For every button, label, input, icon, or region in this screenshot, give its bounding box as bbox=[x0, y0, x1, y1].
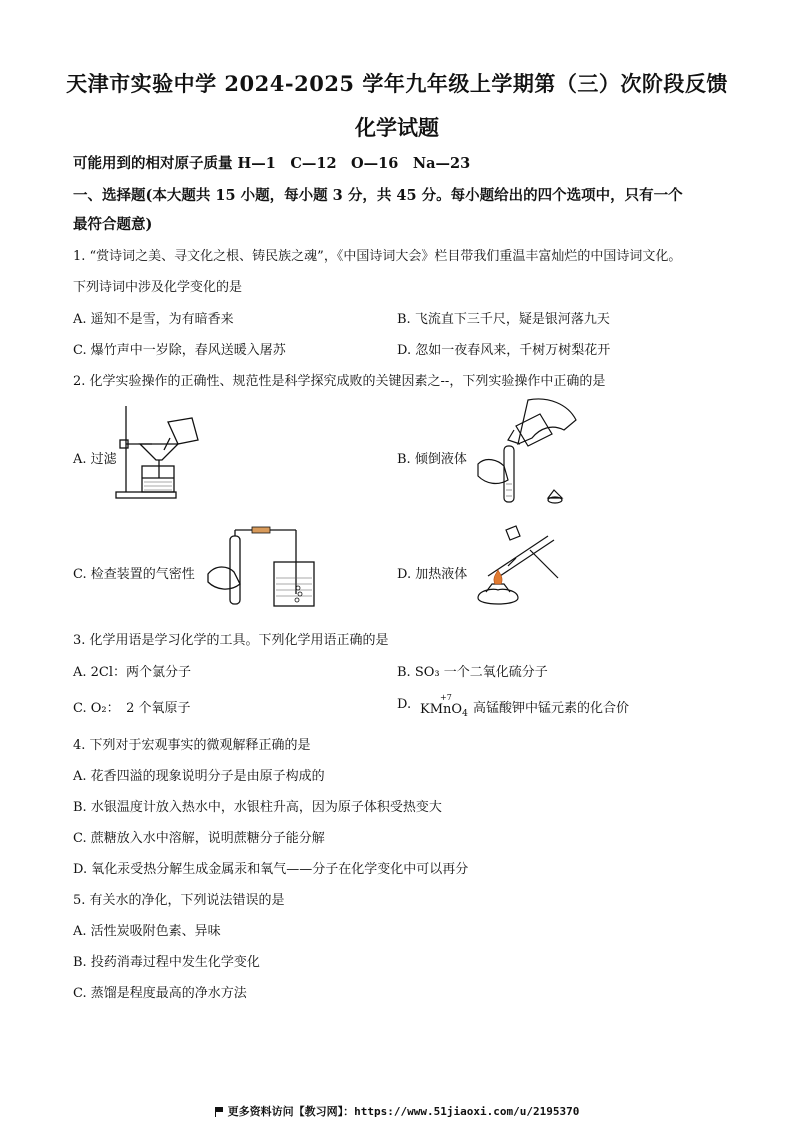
q5-stem: 5. 有关水的净化，下列说法错误的是 bbox=[73, 893, 285, 908]
filtration-illustration bbox=[112, 400, 204, 502]
q3-option-c: C. O₂： 2 个氧原子 bbox=[73, 701, 191, 716]
q1-option-d: D. 忽如一夜春风来，千树万树梨花开 bbox=[397, 343, 611, 358]
q1-option-c: C. 爆竹声中一岁除，春风送暖入屠苏 bbox=[73, 343, 286, 358]
document-subtitle: 化学试题 bbox=[355, 115, 439, 140]
q4-stem: 4. 下列对于宏观事实的微观解释正确的是 bbox=[73, 738, 311, 753]
valence-mark: +7 bbox=[440, 693, 452, 702]
q3-option-d-formula bbox=[420, 693, 468, 719]
q2-option-d: D. 加热液体 bbox=[397, 567, 468, 582]
q4-option-d: D. 氧化汞受热分解生成金属汞和氧气——分子在化学变化中可以再分 bbox=[73, 862, 469, 877]
q3-option-b: B. SO₃ 一个二氧化硫分子 bbox=[397, 665, 548, 680]
atomic-masses-line: 可能用到的相对原子质量 H—1 C—12 O—16 Na—23 bbox=[73, 155, 471, 172]
footer-link-text[interactable]: 更多资料访问【教习网】：https://www.51jiaoxi.com/u/2195370 bbox=[227, 1105, 580, 1118]
q5-option-b: B. 投药消毒过程中发生化学变化 bbox=[73, 955, 260, 970]
q2-option-b: B. 倾倒液体 bbox=[397, 452, 467, 467]
q3-option-d-label: D. bbox=[397, 697, 412, 712]
q5-option-a: A. 活性炭吸附色素、异味 bbox=[73, 924, 221, 939]
section-heading-line2: 最符合题意) bbox=[73, 216, 153, 233]
q2-stem: 2. 化学实验操作的正确性、规范性是科学探究成败的关键因素之--，下列实验操作中正确的是 bbox=[73, 374, 606, 389]
document-title: 天津市实验中学 2024-2025 学年九年级上学期第（三）次阶段反馈 bbox=[66, 71, 728, 96]
flag-icon bbox=[215, 1107, 224, 1116]
formula-subscript: 4 bbox=[462, 709, 468, 719]
q4-option-b: B. 水银温度计放入热水中，水银柱升高，因为原子体积受热变大 bbox=[73, 800, 442, 815]
q3-option-d-text: 高锰酸钾中锰元素的化合价 bbox=[473, 701, 630, 716]
heating-liquid-illustration bbox=[468, 524, 564, 614]
q4-option-c: C. 蔗糖放入水中溶解，说明蔗糖分子能分解 bbox=[73, 831, 325, 846]
q1-stem-line1: 1. “赏诗词之美、寻文化之根、铸民族之魂”，《中国诗词大会》栏目带我们重温丰富灿烂的中国诗词文化。 bbox=[73, 249, 682, 264]
q3-stem: 3. 化学用语是学习化学的工具。下列化学用语正确的是 bbox=[73, 633, 389, 648]
q3-option-a: A. 2Cl：两个氯分子 bbox=[73, 665, 192, 680]
q2-option-c: C. 检查装置的气密性 bbox=[73, 567, 195, 582]
section-heading-line1: 一、选择题(本大题共 15 小题，每小题 3 分，共 45 分。每小题给出的四个选项中，只有一个 bbox=[73, 187, 683, 204]
footer bbox=[0, 1103, 794, 1119]
q1-option-b: B. 飞流直下三千尺，疑是银河落九天 bbox=[397, 312, 610, 327]
q1-stem-line2: 下列诗词中涉及化学变化的是 bbox=[73, 280, 243, 295]
q1-option-a: A. 遥知不是雪，为有暗香来 bbox=[73, 312, 234, 327]
formula-main: KMnO bbox=[420, 702, 463, 717]
q4-option-a: A. 花香四溢的现象说明分子是由原子构成的 bbox=[73, 769, 325, 784]
airtightness-check-illustration bbox=[202, 522, 324, 608]
pouring-liquid-illustration bbox=[468, 394, 580, 514]
q2-option-a: A. 过滤 bbox=[73, 452, 117, 467]
q5-option-c: C. 蒸馏是程度最高的净水方法 bbox=[73, 986, 247, 1001]
